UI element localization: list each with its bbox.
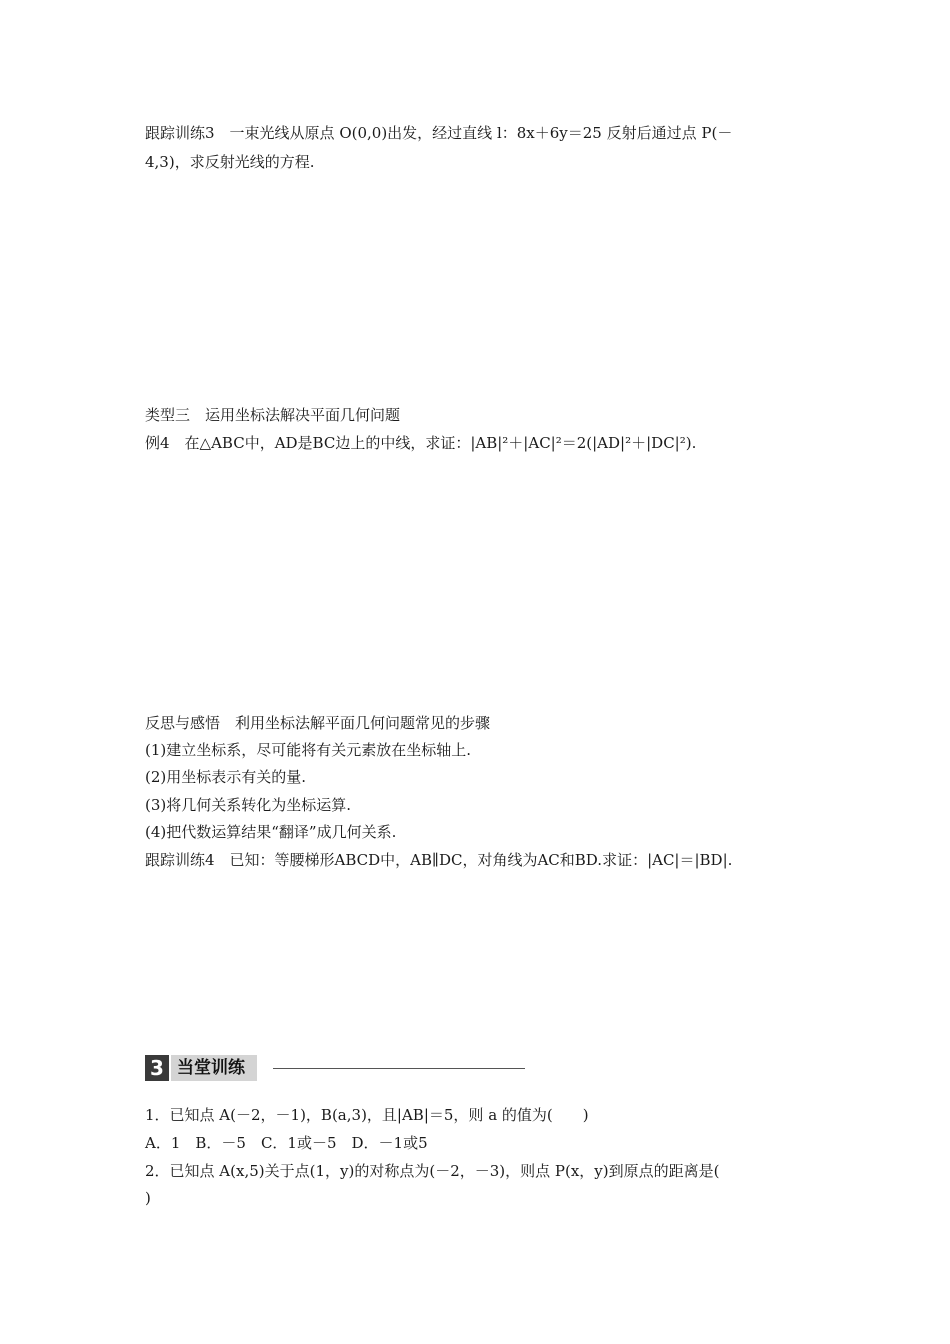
step-4: (4)把代数运算结果“翻译”成几何关系. xyxy=(145,823,397,841)
section-header xyxy=(145,1055,525,1083)
step-2: (2)用坐标表示有关的量. xyxy=(145,768,307,786)
section-divider xyxy=(273,1068,525,1069)
practice-3-line-2: 4,3)，求反射光线的方程. xyxy=(145,153,315,171)
reflection-heading: 反思与感悟 利用坐标法解平面几何问题常见的步骤 xyxy=(145,714,491,732)
question-1: 1．已知点 A(－2，－1)，B(a,3)，且|AB|＝5，则 a 的值为( ) xyxy=(145,1106,589,1124)
question-1-options: A．1 B．－5 C．1或－5 D．－1或5 xyxy=(145,1134,428,1152)
question-2-line-2: ) xyxy=(145,1189,151,1207)
example-4: 例4 在△ABC中，AD是BC边上的中线，求证：|AB|²＋|AC|²＝2(|AD|²＋|DC|²). xyxy=(145,434,697,452)
step-1: (1)建立坐标系，尽可能将有关元素放在坐标轴上. xyxy=(145,741,472,759)
type-3-heading: 类型三 运用坐标法解决平面几何问题 xyxy=(145,406,401,424)
question-2-line-1: 2．已知点 A(x,5)关于点(1，y)的对称点为(－2，－3)，则点 P(x，y)到原点的距离是( xyxy=(145,1162,720,1180)
section-title: 当堂训练 xyxy=(171,1055,257,1081)
step-3: (3)将几何关系转化为坐标运算. xyxy=(145,796,352,814)
practice-3-line-1: 跟踪训练3 一束光线从原点 O(0,0)出发，经过直线 l：8x＋6y＝25 反射后通过点 P(－ xyxy=(145,124,733,142)
practice-4: 跟踪训练4 已知：等腰梯形ABCD中，AB∥DC，对角线为AC和BD.求证：|AC|＝|BD|. xyxy=(145,851,733,869)
section-number: 3 xyxy=(145,1055,169,1081)
